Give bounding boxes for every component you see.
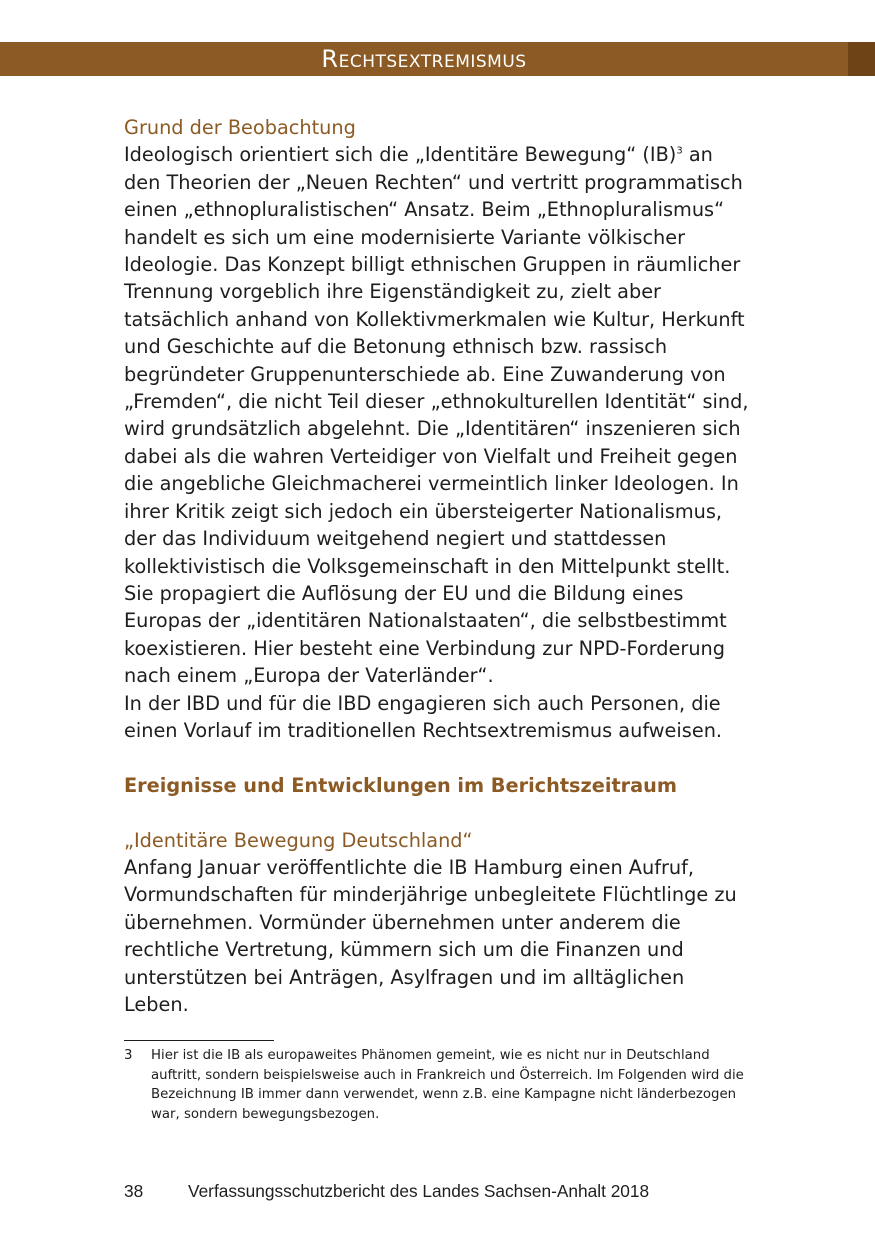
publication-title: Verfassungsschutzbericht des Landes Sachsen-Anhalt 2018 bbox=[188, 1181, 650, 1201]
paragraph-hamburg: Anfang Januar veröffentlichte die IB Hamburg einen Aufruf, Vormundschaften für minderjährige unbegleitete Flüchtlinge zu übernehmen. Vormünder übernehmen unter anderem die rechtliche Vertretung, kümmern sich um die Finanzen und unterstützen bei Anträgen, Asylfragen und im alltäglichen Leben. bbox=[124, 855, 737, 1016]
footnote-divider bbox=[124, 1040, 274, 1041]
chapter-title: Rechtsextremismus bbox=[321, 45, 527, 73]
chapter-banner bbox=[0, 42, 848, 76]
main-content bbox=[124, 114, 750, 1018]
page-footer bbox=[124, 1181, 804, 1202]
subsection-heading-ibd: „Identitäre Bewegung Deutschland“ bbox=[124, 828, 473, 852]
paragraph-ideology-rest: an den Theorien der „Neuen Rechten“ und vertritt programmatisch einen „ethnopluralistischen“ Ansatz. Beim „Ethnopluralismus“ handelt es sich um eine modernisierte Variante völkischer Ideologie. Das Konzept billigt ethnischen Gruppen in räumlicher Trennung vorgeblich ihre Eigenständigkeit zu, zielt aber tatsächlich anhand von Kollektivmerkmalen wie Kultur, Herkunft und Geschichte auf die Betonung ethnisch bzw. rassisch begründeter Gruppenunterschiede ab. Eine Zuwanderung von „Fremden“, die nicht Teil dieser „ethnokulturellen Identität“ sind, wird grundsätzlich abgelehnt. Die „Identitären“ inszenieren sich dabei als die wahren Verteidiger von Vielfalt und Freiheit gegen die angebliche Gleichmacherei vermeintlich linker Ideologen. In ihrer Kritik zeigt sich jedoch ein übersteigerter Nationalismus, der das Individuum weitgehend negiert und stattdessen kollektivistisch die Volksgemeinschaft in den Mittelpunkt stellt. bbox=[124, 143, 749, 578]
section-heading-grund: Grund der Beobachtung bbox=[124, 116, 356, 139]
footnote-number: 3 bbox=[124, 1048, 133, 1063]
footnote-text: Hier ist die IB als europaweites Phänomen gemeint, wie es nicht nur in Deutschland auftritt, sondern beispielsweise auch in Frankreich und Österreich. Im Folgenden wird die Bezeichnung IB immer dann verwendet, wenn z.B. eine Kampagne nicht länderbezogen war, sondern bewegungsbezogen. bbox=[151, 1048, 744, 1122]
paragraph-ibd: In der IBD und für die IBD engagieren sich auch Personen, die einen Vorlauf im traditionellen Rechtsextremismus aufweisen. bbox=[124, 691, 723, 742]
footnote bbox=[124, 1046, 750, 1124]
section-heading-ereignisse: Ereignisse und Entwicklungen im Berichtszeitraum bbox=[124, 773, 677, 797]
chapter-banner-tab bbox=[848, 42, 875, 76]
footnote-reference: 3 bbox=[676, 145, 683, 157]
paragraph-ideology-start: Ideologisch orientiert sich die „Identitäre Bewegung“ (IB) bbox=[124, 143, 677, 167]
paragraph-ideology bbox=[124, 141, 750, 580]
paragraph-eu: Sie propagiert die Auflösung der EU und die Bildung eines Europas der „identitären Nationalstaaten“, die selbstbestimmt koexistieren. Hier besteht eine Verbindung zur NPD-Forderung nach einem „Europa der Vaterländer“. bbox=[124, 581, 727, 688]
page-number: 38 bbox=[124, 1181, 144, 1201]
